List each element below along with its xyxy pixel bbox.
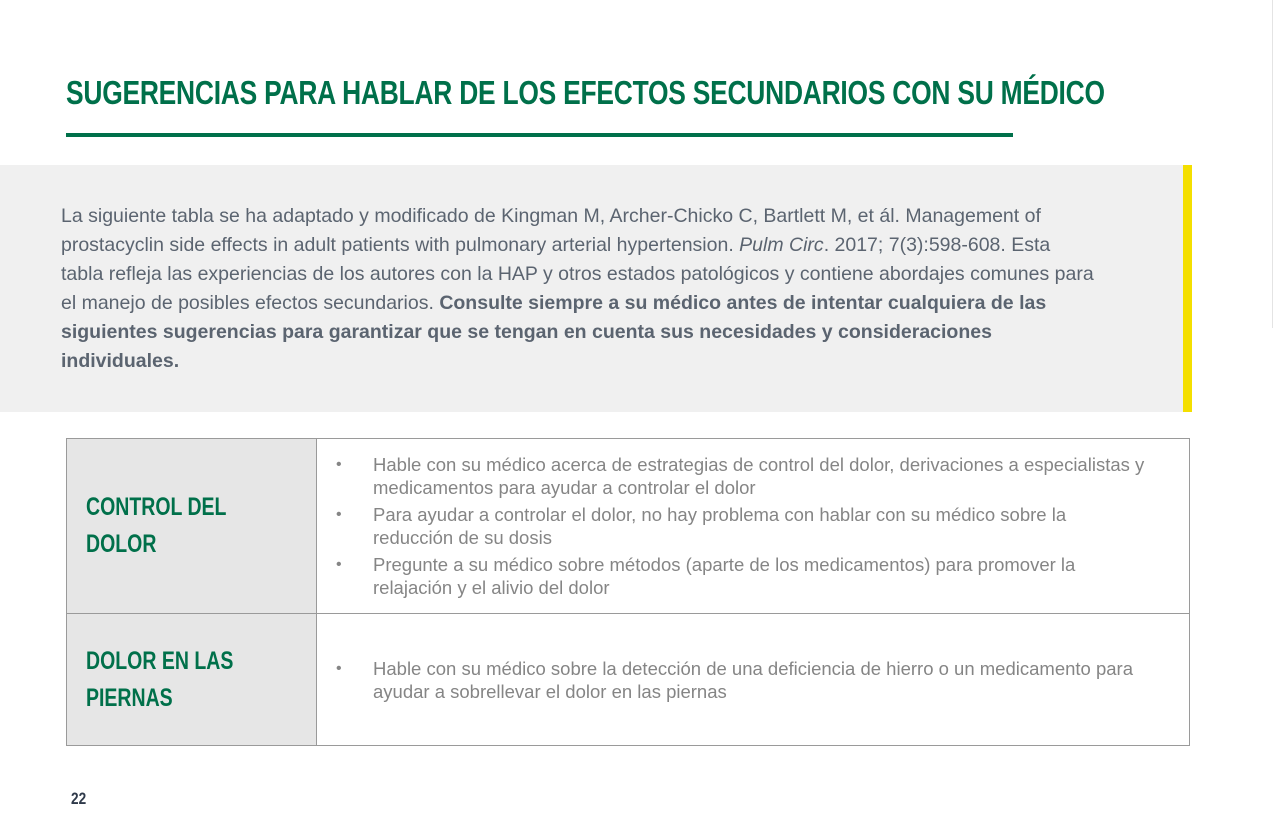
page-title: SUGERENCIAS PARA HABLAR DE LOS EFECTOS SECUNDARIOS CON SU MÉDICO — [66, 74, 1105, 111]
journal-name: Pulm Circ — [739, 234, 824, 256]
bullet-icon: • — [336, 506, 342, 523]
row-label: CONTROL DEL DOLOR — [86, 493, 227, 558]
suggestion-item — [336, 503, 1149, 549]
suggestion-item — [336, 453, 1149, 499]
side-effects-table — [66, 438, 1190, 746]
page-number: 22 — [71, 789, 87, 808]
row-body-pain-control — [317, 439, 1190, 614]
table-row-leg-pain — [67, 614, 1190, 746]
row-header-pain-control — [67, 439, 317, 614]
intro-text-part-2: . 2017; 7(3):598-608. Esta tabla refleja las experiencias de los autores con la HAP y otros estados patológicos y contiene abordajes comunes para el manejo de posibles efectos secundarios. — [61, 234, 1094, 314]
suggestion-text: Para ayudar a controlar el dolor, no hay problema con hablar con su médico sobre la reducción de su dosis — [373, 504, 1067, 548]
suggestion-item — [336, 657, 1149, 703]
suggestion-list — [336, 657, 1149, 703]
row-label: DOLOR EN LAS PIERNAS — [86, 646, 234, 712]
bullet-icon: • — [336, 659, 342, 677]
bullet-icon: • — [336, 556, 342, 573]
page-edge-line — [1272, 0, 1273, 328]
suggestion-text: Pregunte a su médico sobre métodos (aparte de los medicamentos) para promover la relajación y el alivio del dolor — [373, 554, 1076, 598]
suggestion-list — [336, 453, 1149, 599]
row-body-leg-pain — [317, 614, 1190, 746]
intro-text-part-1: La siguiente tabla se ha adaptado y modificado de Kingman M, Archer-Chicko C, Bartlett M, et ál. Management of prostacyclin side effects in adult patients with pulmonary arterial hypertension. — [61, 205, 1041, 256]
suggestion-text: Hable con su médico acerca de estrategias de control del dolor, derivaciones a especialistas y medicamentos para ayudar a controlar el dolor — [373, 454, 1145, 498]
intro-paragraph — [61, 202, 1096, 376]
intro-accent-bar — [1183, 165, 1192, 412]
suggestion-text: Hable con su médico sobre la detección de una deficiencia de hierro o un medicamento para ayudar a sobrellevar el dolor en las piernas — [373, 657, 1133, 702]
row-header-leg-pain — [67, 614, 317, 746]
title-underline — [66, 133, 1013, 137]
suggestion-item — [336, 553, 1149, 599]
table-row-pain-control — [67, 439, 1190, 614]
intro-emphasis: Consulte siempre a su médico antes de intentar cualquiera de las siguientes sugerencias para garantizar que se tengan en cuenta sus necesidades y consideraciones individuales. — [61, 292, 1047, 372]
bullet-icon: • — [336, 456, 342, 473]
